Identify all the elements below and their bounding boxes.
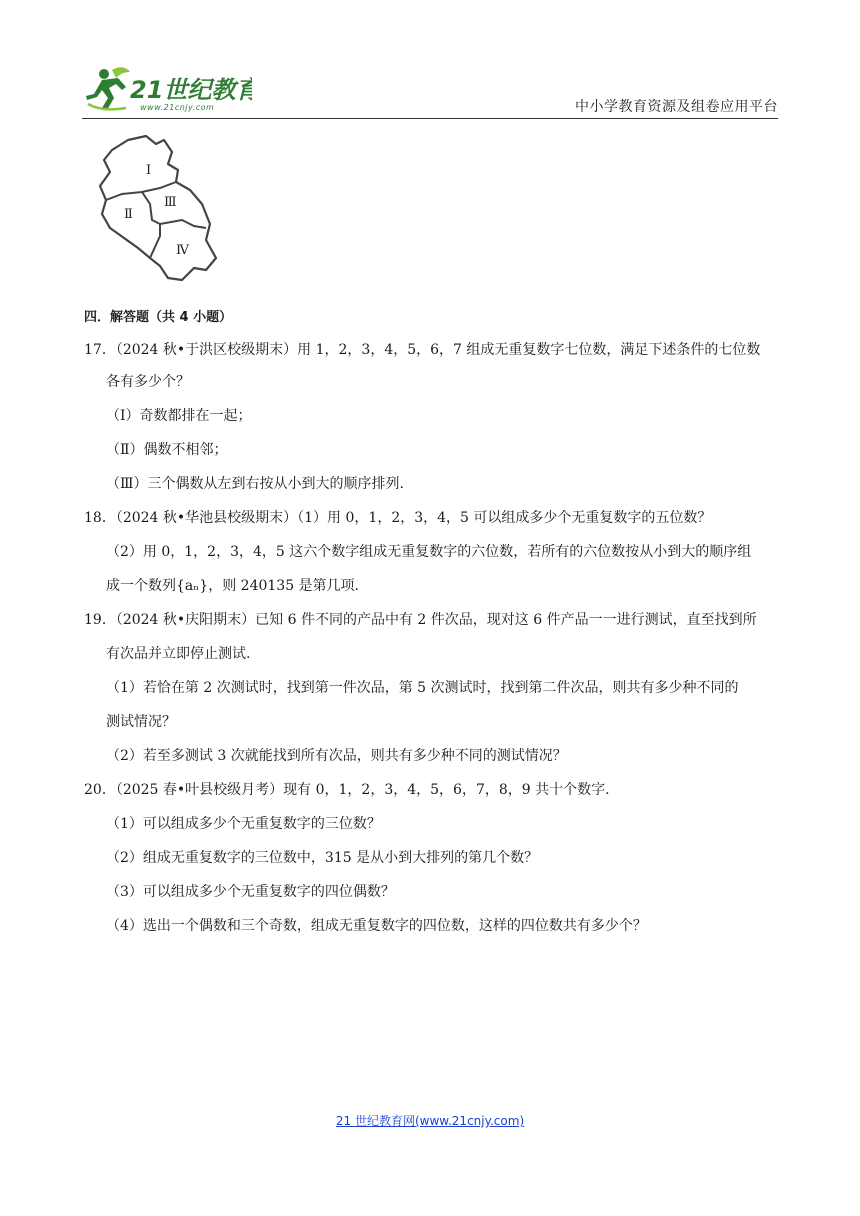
question-17-sub-2: （Ⅱ）偶数不相邻； (106, 442, 228, 458)
question-20-sub-4: （4）选出一个偶数和三个奇数，组成无重复数字的四位数，这样的四位数共有多少个？ (106, 918, 647, 934)
question-18-sub-2-cont: 成一个数列{aₙ}，则 240135 是第几项. (106, 578, 360, 594)
region-label: Ⅱ (124, 207, 133, 222)
question-19-sub-1-cont: 测试情况？ (106, 714, 176, 730)
question-19-sub-1: （1）若恰在第 2 次测试时，找到第一件次品，第 5 次测试时，找到第二件次品，则共有多少种不同的 (106, 680, 739, 696)
svg-text:www.21cnjy.com: www.21cnjy.com (140, 103, 215, 112)
question-19-text-cont: 有次品并立即停止测试. (106, 646, 251, 662)
question-19-text: 19．（2024 秋•庆阳期末）已知 6 件不同的产品中有 2 件次品，现对这 6 件产品一一进行测试，直至找到所 (84, 612, 757, 628)
platform-name: 中小学教育资源及组卷应用平台 (575, 99, 778, 115)
region-label: Ⅳ (176, 243, 189, 258)
question-18-text: 18．（2024 秋•华池县校级期末）（1）用 0，1，2，3，4，5 可以组成多少个无重复数字的五位数？ (84, 510, 712, 526)
question-20-sub-3: （3）可以组成多少个无重复数字的四位偶数？ (106, 884, 395, 900)
question-17-sub-1: （Ⅰ）奇数都排在一起； (106, 408, 252, 424)
region-label: Ⅰ (146, 163, 152, 178)
question-20-sub-2: （2）组成无重复数字的三位数中，315 是从小到大排列的第几个数？ (106, 850, 539, 866)
question-17-text-cont: 各有多少个？ (106, 374, 190, 390)
runner-logo-icon (82, 64, 252, 116)
question-20-sub-1: （1）可以组成多少个无重复数字的三位数？ (106, 816, 381, 832)
question-17-text: 17．（2024 秋•于洪区校级期末）用 1，2，3，4，5，6，7 组成无重复数字七位数，满足下述条件的七位数 (84, 342, 761, 358)
header-divider (82, 118, 778, 119)
section-title: 四．解答题（共 4 小题） (84, 310, 233, 325)
question-19-sub-2: （2）若至多测试 3 次就能找到所有次品，则共有多少种不同的测试情况？ (106, 748, 567, 764)
question-18-sub-2: （2）用 0，1，2，3，4，5 这六个数字组成无重复数字的六位数，若所有的六位数按从小到大的顺序组 (106, 544, 752, 560)
region-map-figure (98, 132, 222, 292)
question-20-text: 20．（2025 春•叶县校级月考）现有 0，1，2，3，4，5，6，7，8，9 共十个数字. (84, 782, 610, 798)
page-header (82, 64, 778, 120)
site-logo[interactable] (82, 64, 252, 120)
region-label: Ⅲ (164, 195, 177, 210)
svg-text:21世纪教育: 21世纪教育 (130, 76, 252, 104)
footer-link[interactable]: 21 世纪教育网(www.21cnjy.com) (335, 1114, 525, 1128)
question-17-sub-3: （Ⅲ）三个偶数从左到右按从小到大的顺序排列. (106, 476, 404, 492)
